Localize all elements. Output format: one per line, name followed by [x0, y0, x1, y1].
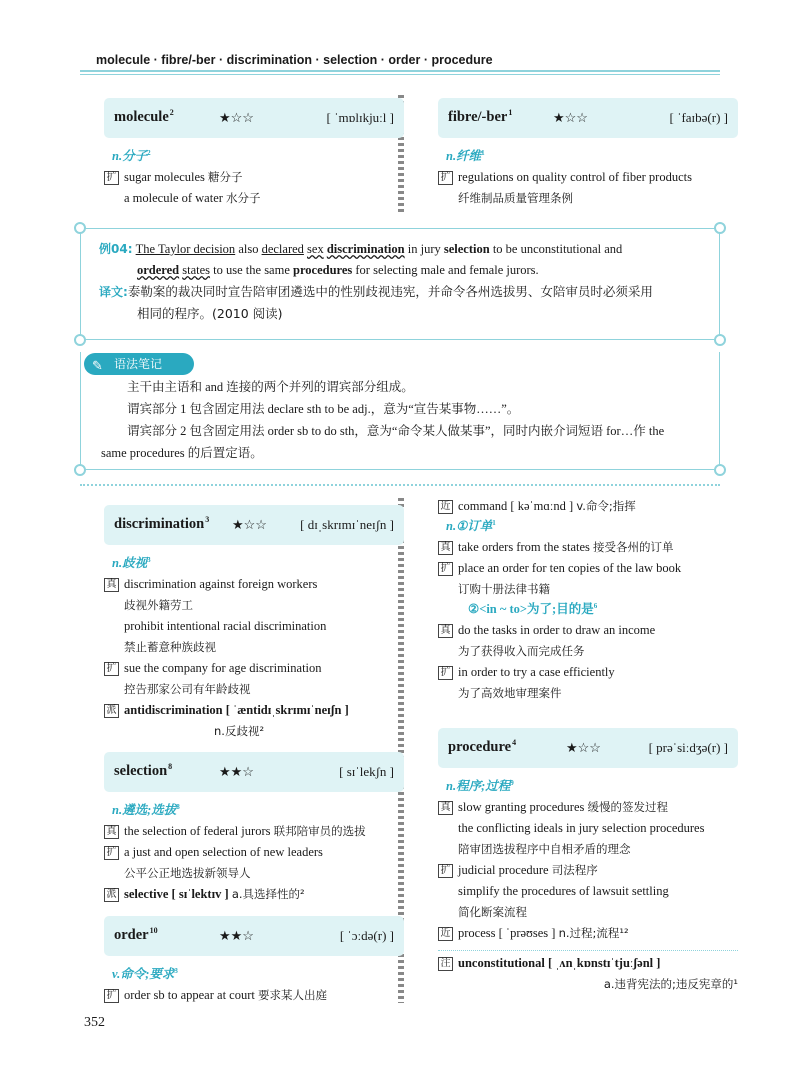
- example-line: [104, 595, 404, 616]
- line-en: process [ ˈprəʊses ]: [458, 925, 559, 940]
- part-of-speech: v.命令;要求$^3$: [112, 966, 178, 981]
- example-line: [438, 167, 738, 188]
- example-line: [104, 863, 404, 884]
- part-of-speech: n.①订单$^1$: [446, 518, 496, 533]
- example-lines: [438, 537, 738, 600]
- phonetic: [ sɪˈlekʃn ]: [339, 764, 394, 780]
- grammar-line1: 主干由主语和 and 连接的两个并列的谓宾部分组成。: [127, 380, 414, 394]
- example-sentence-box: [80, 228, 720, 340]
- example-lines: [104, 821, 404, 905]
- example-line: [438, 839, 738, 860]
- line-tag: 扩: [104, 171, 119, 185]
- part-of-speech: n.程序;过程$^9$: [446, 778, 514, 793]
- headword: order$^{10}$: [114, 926, 158, 944]
- line-cn: n.过程;流程¹²: [558, 925, 629, 940]
- box-corner: [74, 464, 86, 476]
- phonetic: [ ˈmɒlɪkjuːl ]: [326, 110, 394, 126]
- translation-line2: 相同的程序。(2010 阅读): [137, 306, 283, 321]
- headword: molecule$^2$: [114, 108, 174, 126]
- frequency-stars: ★★☆: [219, 764, 254, 780]
- example-line: [104, 884, 404, 905]
- part-of-speech: n.遴选;选拔$^8$: [112, 802, 180, 817]
- headword-box: [104, 505, 404, 545]
- part-of-speech: n.分子$^2$: [112, 148, 151, 163]
- example-line: [438, 881, 738, 902]
- headword-box: [104, 752, 404, 792]
- example-lines: [438, 797, 738, 944]
- note-line: a.违背宪法的;违反宪章的¹: [603, 976, 738, 991]
- example-line: [104, 700, 404, 721]
- line-cn: 禁止蓄意种族歧视: [124, 639, 216, 654]
- phonetic: [ dɪˌskrɪmɪˈneɪʃn ]: [300, 517, 394, 533]
- phonetic: [ ˈɔːdə(r) ]: [339, 928, 394, 944]
- box-corner: [74, 334, 86, 346]
- example-line: [438, 558, 738, 579]
- entry-order: [104, 916, 404, 1006]
- frequency-stars: ★☆☆: [219, 110, 254, 126]
- line-cn: 糖分子: [208, 169, 243, 184]
- entry-discrimination: [104, 505, 404, 742]
- example-line: [438, 797, 738, 818]
- headword: fibre/-ber$^1$: [448, 108, 513, 126]
- line-tag: 扩: [438, 171, 453, 185]
- headword: discrimination$^3$: [114, 515, 210, 533]
- phonetic: [ prəˈsiːdʒə(r) ]: [648, 740, 728, 756]
- section-divider: [80, 484, 720, 486]
- line-tag: 真: [104, 578, 119, 592]
- line-en: judicial procedure: [458, 862, 552, 877]
- example-line: [104, 574, 404, 595]
- entry-fibre: [438, 98, 738, 209]
- example-line: [104, 616, 404, 637]
- line-en: a molecule of water: [124, 190, 227, 205]
- line-cn: 水分子: [226, 190, 261, 205]
- box-corner: [714, 334, 726, 346]
- line-cn: 为了获得收入而完成任务: [458, 643, 585, 658]
- line-tag: 扩: [438, 562, 453, 576]
- phonetic: [ ˈfaɪbə(r) ]: [669, 110, 728, 126]
- line-en: the conflicting ideals in jury selection procedures: [458, 820, 705, 835]
- line-cn: 歧视外籍劳工: [124, 597, 193, 612]
- example-line: [104, 658, 404, 679]
- line-cn: 控告那家公司有年龄歧视: [124, 681, 251, 696]
- line-tag: 扩: [104, 662, 119, 676]
- example-lines: [104, 574, 404, 742]
- example-line: [438, 683, 738, 704]
- grammar-line4: same procedures 的后置定语。: [101, 446, 263, 460]
- example-line: [438, 496, 738, 517]
- example-line: [104, 985, 404, 1006]
- line-en: prohibit intentional racial discrimination: [124, 618, 327, 633]
- line-en: selective [ sɪˈlektɪv ]: [124, 886, 232, 901]
- grammar-notes-tab: ✎ 语法笔记: [84, 353, 194, 375]
- line-en: place an order for ten copies of the law book: [458, 560, 682, 575]
- line-tag: 扩: [438, 864, 453, 878]
- line-cn: 要求某人出庭: [257, 987, 327, 1002]
- line-tag: 近: [438, 927, 453, 941]
- line-tag: 扩: [104, 846, 119, 860]
- line-tag: 真: [104, 825, 119, 839]
- line-cn: 为了高效地审理案件: [458, 685, 562, 700]
- part-of-speech: ②<in ~ to>为了;目的是$^6$: [468, 601, 598, 616]
- line-cn: 订购十册法律书籍: [458, 581, 550, 596]
- header-rule: [80, 70, 720, 75]
- line-en: slow granting procedures: [458, 799, 588, 814]
- example-line: [438, 620, 738, 641]
- headword: selection$^8$: [114, 762, 173, 780]
- headword-box: [104, 98, 404, 138]
- line-en: take orders from the states: [458, 539, 594, 554]
- translation-line1: 译文:泰勒案的裁决同时宣告陪审团遴选中的性别歧视违宪，并命令各州选拔男、女陪审员时必须采用: [99, 284, 653, 299]
- entry-order-continued: [438, 496, 738, 704]
- line-en: sugar molecules: [124, 169, 209, 184]
- unconstitutional-note: [438, 950, 738, 995]
- line-en: do the tasks in order to draw an income: [458, 622, 656, 637]
- entry-molecule: [104, 98, 404, 209]
- example-line: [438, 662, 738, 683]
- headword-box: [438, 728, 738, 768]
- example-line: [438, 818, 738, 839]
- line-en: the selection of federal jurors: [124, 823, 274, 838]
- box-corner: [714, 464, 726, 476]
- frequency-stars: ★☆☆: [232, 517, 267, 533]
- headword: procedure$^4$: [448, 738, 517, 756]
- example-line: [104, 637, 404, 658]
- line-en: simplify the procedures of lawsuit settling: [458, 883, 669, 898]
- example-line: [104, 679, 404, 700]
- line-cn: 缓慢的签发过程: [587, 799, 668, 814]
- line-cn: a.具选择性的²: [231, 886, 305, 901]
- example-line: [438, 579, 738, 600]
- example-lines: [104, 985, 404, 1006]
- example-en-line2: ordered states to use the same procedures for selecting male and female jurors.: [137, 263, 539, 277]
- part-of-speech: n.纤维$^1$: [446, 148, 485, 163]
- line-cn: 纤维制品质量管理条例: [458, 190, 573, 205]
- frequency-stars: ★☆☆: [566, 740, 601, 756]
- line-tag: 扩: [104, 989, 119, 1003]
- line-cn: 联邦陪审员的选拔: [273, 823, 366, 838]
- line-tag: 真: [438, 624, 453, 638]
- line-en: discrimination against foreign workers: [124, 576, 318, 591]
- line-tag: 真: [438, 801, 453, 815]
- page-number: 352: [84, 1015, 105, 1030]
- line-tag: 近: [438, 500, 453, 514]
- grammar-line3: 谓宾部分 2 包含固定用法 order sb to do sth，意为“命令某人做某事”，同时内嵌介词短语 for…作 the: [127, 424, 665, 438]
- example-line: [438, 641, 738, 662]
- example-line: [438, 537, 738, 558]
- frequency-stars: ★☆☆: [553, 110, 588, 126]
- line-cn: 陪审团选拔程序中自相矛盾的理念: [458, 841, 631, 856]
- example-line: [104, 821, 404, 842]
- line-en: in order to try a case efficiently: [458, 664, 615, 679]
- line-cn: v.命令;指挥: [576, 499, 636, 513]
- line-tag: 扩: [438, 666, 453, 680]
- line-cn: 司法程序: [551, 862, 598, 877]
- running-header: molecule · fibre/-ber · discrimination · selection · order · procedure: [96, 53, 493, 67]
- note-line: 注 unconstitutional [ ˌʌnˌkɒnstɪˈtjuːʃənl ]: [438, 953, 738, 974]
- example-en-line1: 例04: The Taylor decision also declared sex discrimination in jury selection to be unconstitutional and: [99, 242, 623, 256]
- frequency-stars: ★★☆: [219, 928, 254, 944]
- line-cn: 公平公正地选拔新领导人: [124, 865, 251, 880]
- line-tag: 真: [438, 541, 453, 555]
- box-corner: [74, 222, 86, 234]
- example-lines: [438, 620, 738, 704]
- example-lines: [104, 167, 404, 209]
- line-tag: 派: [104, 888, 119, 902]
- example-line: [438, 902, 738, 923]
- line-en: order sb to appear at court: [124, 987, 258, 1002]
- line-tag: 派: [104, 704, 119, 718]
- example-line: [104, 167, 404, 188]
- line-en: antidiscrimination [ ˈæntidɪˌskrɪmɪˈneɪʃn ]: [124, 702, 349, 717]
- line-cn: n.反歧视²: [214, 723, 265, 738]
- part-of-speech: n.歧视$^3$: [112, 555, 151, 570]
- example-line: [104, 721, 404, 742]
- line-en: command [ kəˈmɑːnd ]: [458, 499, 577, 513]
- example-lines: [438, 167, 738, 209]
- example-line: [104, 842, 404, 863]
- example-line: [438, 923, 738, 944]
- line-cn: 简化断案流程: [458, 904, 527, 919]
- grammar-line2: 谓宾部分 1 包含固定用法 declare sth to be adj.，意为“宣告某事物……”。: [127, 402, 520, 416]
- entry-procedure: [438, 728, 738, 995]
- example-line: [438, 188, 738, 209]
- example-line: [438, 860, 738, 881]
- line-cn: 接受各州的订单: [593, 539, 674, 554]
- example-lines: [438, 496, 738, 517]
- example-line: [104, 188, 404, 209]
- entry-selection: [104, 752, 404, 905]
- line-en: regulations on quality control of fiber products: [458, 169, 692, 184]
- pen-icon: ✎: [92, 359, 103, 374]
- box-corner: [714, 222, 726, 234]
- line-en: a just and open selection of new leaders: [124, 844, 323, 859]
- headword-box: [438, 98, 738, 138]
- headword-box: [104, 916, 404, 956]
- line-en: sue the company for age discrimination: [124, 660, 322, 675]
